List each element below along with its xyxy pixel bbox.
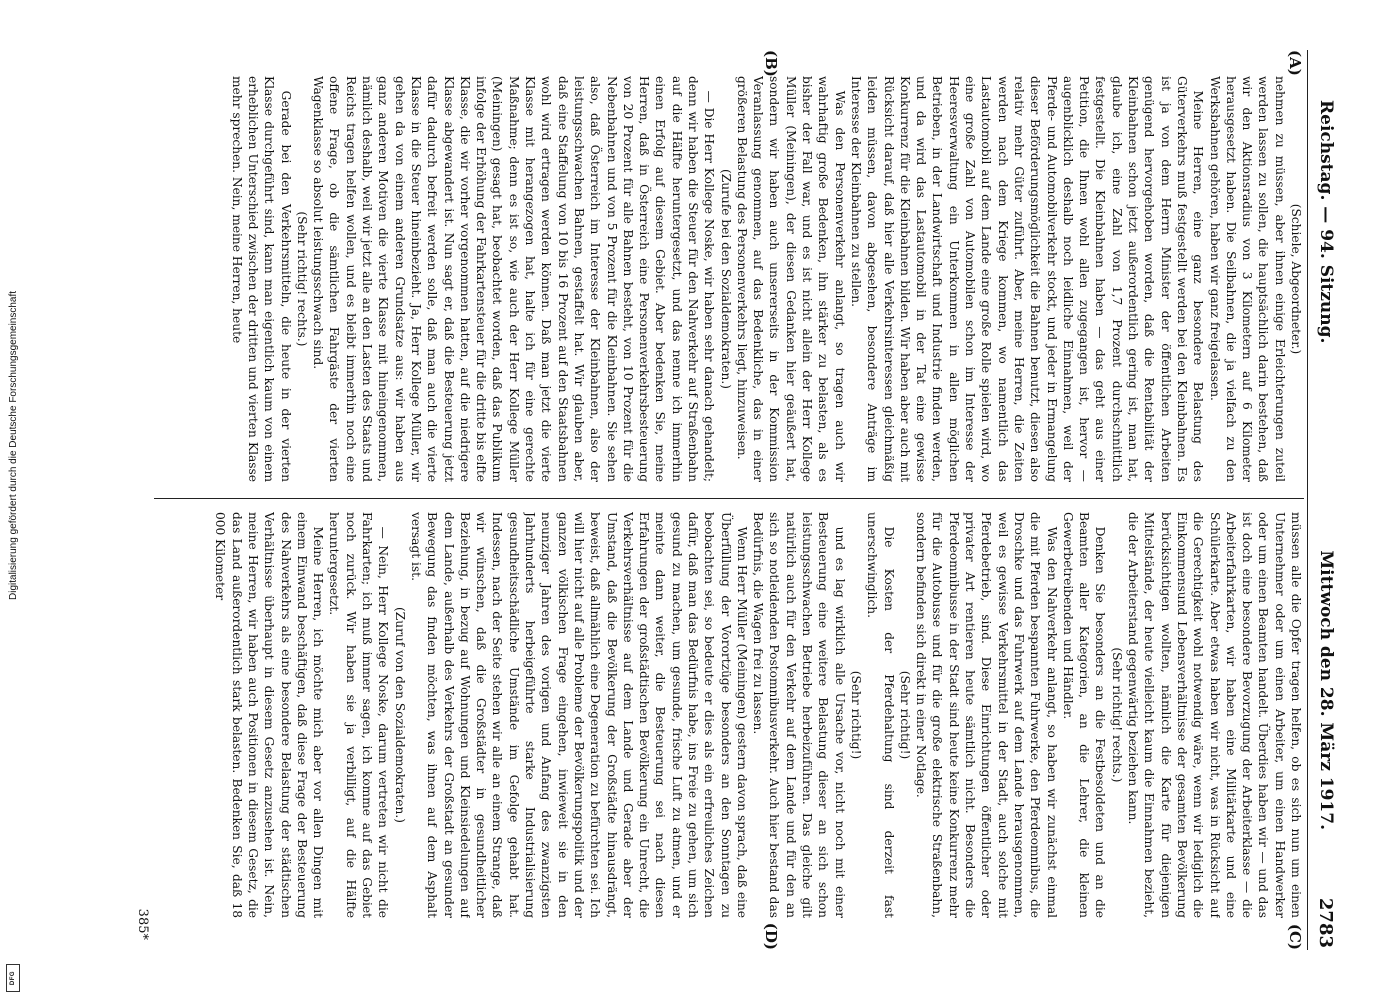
- header-date: Mittwoch den 28. März 1917.: [1316, 550, 1336, 830]
- interjection: (Sehr richtig! rechts.): [294, 211, 309, 347]
- margin-marker-d: (D): [762, 922, 780, 950]
- dfg-logo-text: DFG: [10, 970, 17, 986]
- left-text-column: [154, 76, 1304, 482]
- printer-signature: 385*: [135, 908, 150, 940]
- paragraph: Gerade bei den Verkehrsmitteln, die heute in der vierten Klasse durchgeführt sind, kann man eigentlich kaum von einem erheblichen Unterschied zwischen der dritten und vierten Klasse mehr sprechen. Nein, meine Herren, heute: [229, 76, 293, 482]
- interjection: (Sehr richtig!): [897, 670, 912, 760]
- margin-marker-c: (C): [1286, 923, 1304, 950]
- interjection: (Sehr richtig! rechts.): [1109, 647, 1124, 783]
- paragraph: Meine Herren, ich möchte mich aber vor allen Dingen mit einem Einwand beschäftigen, daß diese Frage der Besteuerung des Nahverkehrs als eine besondere Belastung der städtischen Verhältnisse überhaupt in diesem Gesetz anzusehen ist. Nein, meine Herren, wir haben auch Positionen in diesem Gesetz, die das Land außerordentlich stark belasten. Bedenken Sie, daß 18 000 Kilometer: [213, 512, 326, 918]
- interjection: (Sehr richtig!): [848, 670, 863, 760]
- speaker-line: (Schiele, Abgeordneter.): [1289, 203, 1303, 355]
- paragraph: nehmen zu müssen, aber ihnen einige Erleichterungen zuteil werden lassen zu sollen, die hauptsächlich darin bestehen, daß wir den Aktionsradius von 3 Kilometern auf 6 Kilometer herausgesetzt haben. Die Seilbahnen, die ja vielfach zu den Werksbahnen gehören, haben wir ganz freigelassen.: [1207, 76, 1287, 482]
- paragraph: Was den Personenverkehr anlangt, so tragen auch wir wahrhaftig große Bedenken, ihn stärker zu belasten, als es bisher der Fall war, und es ist nicht allein der Herr Kollege Müller (Meiningen), der diesen Gedanken hier geäußert hat, sondern wir haben auch unsererseits in der Kommission Veranlassung genommen, auf das Bedenkliche, das in einer größeren Belastung des Personenverkehrs liegt, hinzuweisen.: [734, 76, 847, 482]
- paragraph: müssen alle die Opfer tragen helfen, ob es sich nun um einen Unternehmer oder um einen Arbeiter, um einen Handwerker oder um einen Beamten handelt. Überdies haben wir — und das ist doch eine besondere Bevorzugung der Arbeiterklasse — die Arbeiterfahrkarten, wir haben eine Militärkarte und eine Schülerkarte. Aber etwas haben wir nicht, was in Rücksicht auf die Gerechtigkeit wohl notwendig wäre, wenn wir lediglich die Einkommensund Lebensverhältnisse der gesamten Bevölkerung berücksichtigen wollten, nämlich die Karte für diejenigen Mittelstände, der heute vielleicht kaum die Einnahmen bezieht, die der Arbeiterstand gegenwärtig beziehen kann.: [1126, 512, 1303, 918]
- right-text-column: [154, 512, 1304, 918]
- interjection: (Zuruf von den Sozialdemokraten.): [392, 607, 407, 823]
- paragraph: Die Kosten der Pferdehaltung sind derzeit fast unerschwinglich.: [865, 512, 896, 918]
- header-session-title: Reichstag. — 94. Sitzung.: [1316, 100, 1336, 344]
- scanned-page: [60, 50, 1340, 950]
- margin-marker-a: (A): [1286, 50, 1304, 76]
- paragraph: Wenn Herr Müller (Meiningen) gestern davon sprach, daß eine Überfüllung der Vorortzüge besonders an den Sonntagen zu beobachten sei, so bedeute er dies als ein erfreuliches Zeichen dafür, daß man das Bedürfnis habe, ins Freie zu gehen, um sich gesund zu machen, um gesunde, frische Luft zu atmen, und er meinte dann weiter, die Besteuerung sei nach diesen Erfahrungen der großstädtischen Bevölkerung ein Unrecht, die Verkehrsverhältnisse auf dem Lande und Gerade aber der Umstand, daß die Bevölkerung der Großstädte hinausdrängt, beweist, daß allmählich eine Degeneration zu befürchten sei. Ich will hier nicht auf alle Probleme der Bevölkerungspolitik und der ganzen völkischen Frage eingehen, inwieweit sie in den neunziger Jahren des vorigen und Anfang des zwanzigsten Jahrhunderts herbeigeführte starke Industrialisierung gesundheitsschädliche Umstände im Gefolge gehabt hat. Indessen, nach der Seite stehen wir alle an einem Strange, daß wir wünschen, daß die Großstädter in gesundheitlicher Beziehung, in bezug auf Wohnungen und Kleinsiedelungen auf dem Lande, außerhalb des Verkehrs der Großstadt an gesunder Bewegung das finden möchten, was ihnen auf dem Asphalt versagt ist.: [408, 512, 749, 918]
- digitization-caption: Digitalisierung gefördert durch die Deutsche Forschungsgemeinschaft: [8, 290, 19, 600]
- margin-marker-b: (B): [762, 50, 780, 77]
- paragraph: Meine Herren, eine ganz besondere Belastung des Güterverkehrs muß festgestellt werden bei den Kleinbahnen. Es ist ja von dem Herrn Minister der öffentlichen Arbeiten genügend hervorgehoben worden, daß die Rentabilität der Kleinbahnen schon jetzt außerordentlich gering ist, man hat, glaube ich, eine Zahl von 1,7 Prozent durchschnittlich festgestellt. Die Kleinbahnen haben — das geht aus einer Petition, die Ihnen wohl allen zugegangen ist, hervor — augenblicklich deshalb noch leidliche Einnahmen, weil der Pferde- und Automobilverkehr stockt, und jeder in Ermangelung dieser Beförderungsmöglichkeit die Bahnen benutzt, diesen also relativ mehr Güter zuführt. Aber, meine Herren, die Zeiten werden nach dem Kriege kommen, wo namentlich das Lastautomobil auf dem Lande eine große Rolle spielen wird, wo eine große Zahl von Automobilen schon im Interesse der Heeresverwaltung ein Unterkommen in allen möglichen Betrieben, in der Landwirtschaft und Industrie finden werden, und da wird das Lastautomobil in der Tat eine gewisse Konkurrenz für die Kleinbahnen bilden. Wir haben aber auch mit Rücksicht darauf, daß hier alle Verkehrsinteressen gleichmäßig leiden müssen, davon abgesehen, besondere Anträge im Interesse der Kleinbahnen zu stellen.: [848, 76, 1206, 482]
- paragraph: — Nein, Herr Kollege Noske, darum vertreten wir nicht die Fahrkarten; ich muß immer sagen, ich komme auf das Gebiet noch zurück. Wir haben sie ja verbilligt, auf die Hälfte heruntergesetzt.: [327, 512, 391, 918]
- page-header: [1307, 50, 1340, 950]
- column-divider: [154, 498, 1304, 499]
- paragraph: Denken Sie besonders an die Festbesoldeten und an die Beamten aller Kategorien, an die Lehrer, die kleinen Gewerbetreibenden und Händler.: [1060, 512, 1108, 918]
- paragraph: — Die Herr Kollege Noske, wir haben sehr danach gehandelt; denn wir haben die Steuer für den Nahverkehr auf Straßenbahn auf die Hälfte heruntergesetzt, und das nenne ich immerhin einen Erfolg auf diesem Gebiet. Aber bedenken Sie, meine Herren, daß in Österreich eine Personenverkehrsbesteuerung von 20 Prozent für alle Bahnen besteht, von 10 Prozent für die Nebenbahnen und von 5 Prozent für die Kleinbahnen. Sie sehen also, daß Österreich im Interesse der Kleinbahnen, also der leistungsschwachen Bahnen, gestaffelt hat. Wir glauben aber, daß eine Staffelung von 10 bis 16 Prozent auf den Staatsbahnen wohl wird ertragen werden können. Daß man jetzt die vierte Klasse mit herangezogen hat, halte ich für eine gerechte Maßnahme; denn es ist so, wie auch der Herr Kollege Müller (Meiningen) gesagt hat, beobachtet worden, daß das Publikum infolge der Erhöhung der Fahrkartensteuer für die dritte bis elfte Klasse, die wir vorher vorgenommen hatten, auf die niedrigere Klasse abgewandert ist. Nun sagt er, daß die Besteuerung jetzt dafür dadurch befreit werden solle, daß man auch die vierte Klasse in die Steuer hineinbezieht. Ja, Herr Kollege Müller, wir gehen da von einem anderen Grundsatze aus: wir haben aus ganz anderen Motiven die vierte Klasse mit hineingenommen, nämlich deshalb, weil wir jetzt alle an den Lasten des Staats und Reichs tragen helfen wollen, und es bleibt immerhin noch eine offene Frage, ob die sämtlichen Fahrgäste der vierten Wagenklasse so absolut leistungsschwach sind.: [311, 76, 717, 482]
- page-number: 2783: [1315, 897, 1336, 948]
- interjection: (Zurufe bei den Sozialdemokraten.): [718, 168, 733, 389]
- paragraph: Was den Nahverkehr anlangt, so haben wir zunächst einmal die mit Pferden bespannten Fuhrwerke, den Pferdeomnibus, die Droschke und das Fuhrwerk auf dem Lande herausgenommen, weil es gewisse Verkehrsmittel in der Stadt, auch solche mit Pferdebetrieb, sind. Diese Einrichtungen öffentlicher oder privater Art rentieren heute sämtlich nicht. Besonders die Pferdeomnibusse in der Stadt sind heute keine Konkurrenz mehr für die Autobusse und für die große elektrische Straßenbahn, sondern befinden sich direkt in einer Notlage.: [914, 512, 1059, 918]
- paragraph: und es lag wirklich alle Ursache vor, nicht noch mit einer Besteuerung eine weitere Belastung dieser an sich schon leistungsschwachen Betriebe herbeizuführen. Das gleiche gilt natürlich auch für den Verkehr auf dem Lande und für den an sich so notleidenden Postomnibusverkehr. Auch hier bestand das Bedürfnis, die Wagen frei zu lassen.: [751, 512, 847, 918]
- dfg-logo: [6, 964, 20, 992]
